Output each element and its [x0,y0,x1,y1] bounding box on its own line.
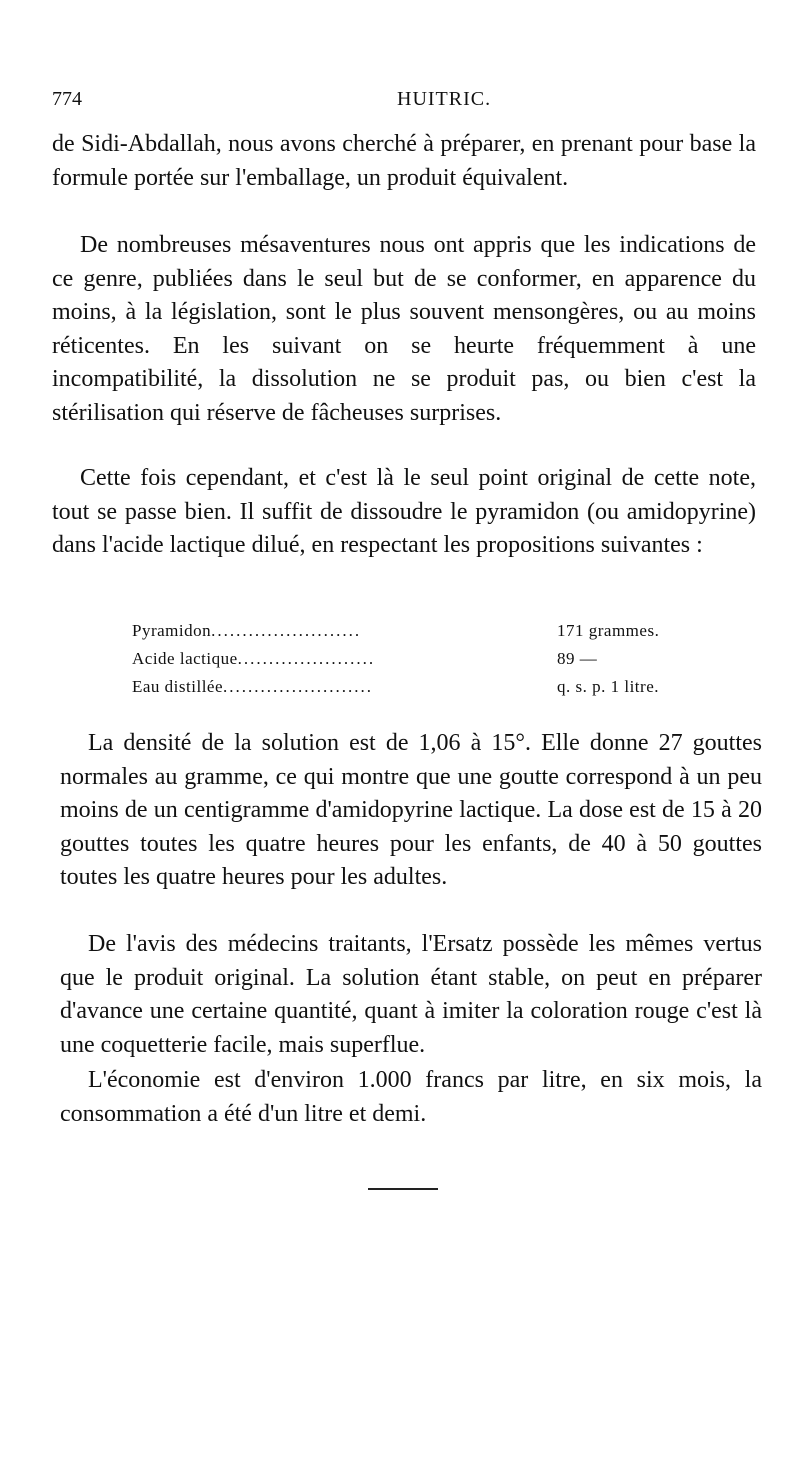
ingredient-quantity: q. s. p. 1 litre. [557,677,659,696]
formula-table [132,617,698,701]
formula-row [132,673,698,701]
paragraph-method: Cette fois cependant, et c'est là le seul point original de cette note, tout se passe bien. Il suffit de dissoudre le pyramidon (ou amidopyrine) dans l'acide lactique dilué, en respectant les propositions suivantes : [52,465,756,558]
ingredient-name: Eau distillée [132,677,224,696]
ingredient-quantity: 89 — [557,649,598,668]
leader-dots: ........................ [223,677,374,696]
running-head: HUITRIC. [397,88,492,110]
paragraph-density: La densité de la solution est de 1,06 à 15°. Elle donne 27 gouttes normales au gramme, ce qui montre que une goutte correspond à un peu moins de un centigramme d'amidopyrine lactique. La dose est de 15 à 20 gouttes toutes les quatre heures pour les enfants, de 40 à 50 gouttes toutes les quatre heures pour les adultes. [60,730,762,890]
paragraph-economy: L'économie est d'environ 1.000 francs par litre, en six mois, la consommation a été d'un litre et demi. [60,1067,762,1127]
formula-row [132,645,698,673]
leader-dots: ........................ [211,621,362,640]
ingredient-name: Pyramidon [132,621,212,640]
paragraph-opinion: De l'avis des médecins traitants, l'Ersatz possède les mêmes vertus que le produit original. La solution étant stable, on peut en préparer d'avance une certaine quantité, quant à imiter la coloration rouge c'est là une coquetterie facile, mais superflue. [60,931,762,1058]
ingredient-quantity: 171 grammes. [557,621,660,640]
paragraph-continuation: de Sidi-Abdallah, nous avons cherché à préparer, en prenant pour base la formule portée sur l'emballage, un produit équivalent. [52,131,756,191]
paragraph-misadventures: De nombreuses mésaventures nous ont appris que les indications de ce genre, publiées dans le seul but de se conformer, en apparence du moins, à la législation, sont le plus souvent mensongères, ou au moins réticentes. En les suivant on se heurte fréquemment à une incompatibilité, la dissolution ne se produit pas, ou bien c'est la stérilisation qui réserve de fâcheuses surprises. [52,232,756,426]
leader-dots: ...................... [237,649,376,668]
end-rule [368,1188,438,1190]
formula-row [132,617,698,645]
page-header [52,88,752,114]
ingredient-name: Acide lactique [132,649,238,668]
page-number: 774 [52,88,82,110]
